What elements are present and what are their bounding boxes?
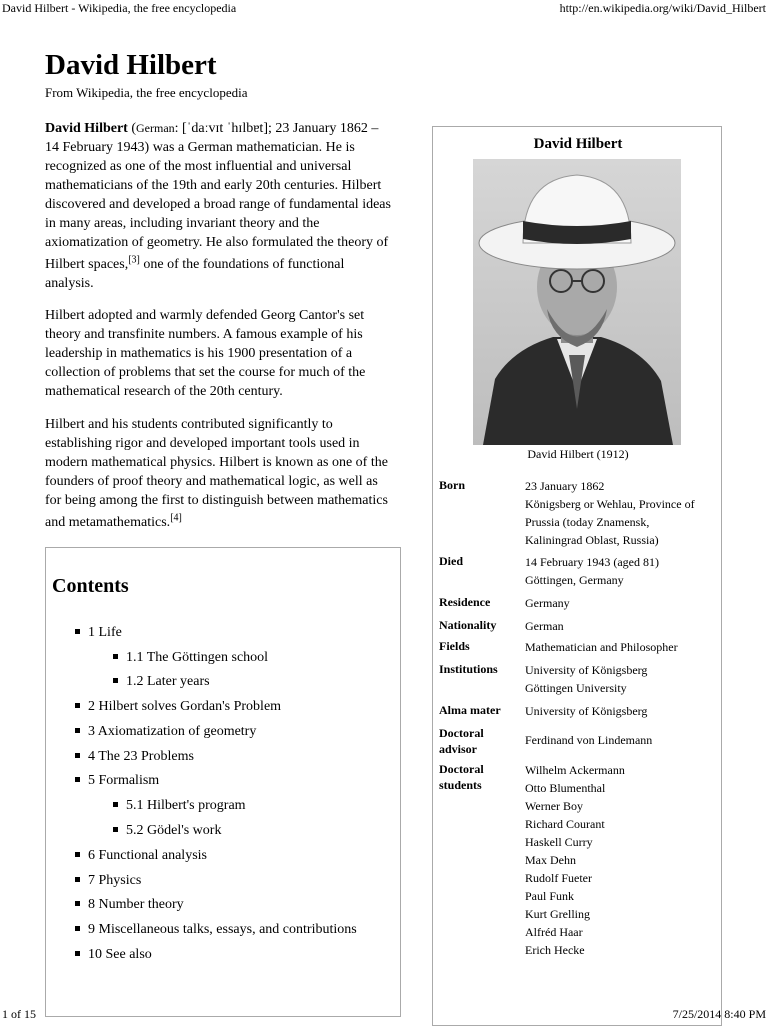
toc-item[interactable]: 2 Hilbert solves Gordan's Problem: [75, 698, 281, 716]
toc-item[interactable]: 5.1 Hilbert's program: [113, 797, 246, 815]
toc-title: Contents: [52, 575, 129, 597]
toc-item[interactable]: 4 The 23 Problems: [75, 748, 194, 766]
intro-paragraph-1: David Hilbert (German: [ˈdaːvɪt ˈhɪlbɐt]; 23 January 1862 – 14 February 1943) was a German mathematician. He is recognized as one of the most influential and universal mathematicians of the 19th and early 20th centuries. Hilbert discovered and developed a broad range of fundamental ideas in many areas, including invariant theory and the axiomatization of geometry. He also formulated the theory of Hilbert spaces,[3] one of the foundations of functional analysis.: [45, 121, 391, 291]
hilbert-spaces-link[interactable]: Hilbert spaces,: [45, 257, 129, 272]
print-footer: [0, 1006, 768, 1024]
reference-4[interactable]: [4]: [170, 512, 182, 524]
page-counter: 1 of 15: [2, 1007, 36, 1021]
toc-item[interactable]: 5.2 Gödel's work: [113, 822, 221, 840]
portrait-image: [473, 159, 681, 445]
article-title: David Hilbert: [45, 49, 217, 81]
portrait-caption: David Hilbert (1912): [527, 447, 629, 461]
page-title-header: David Hilbert - Wikipedia, the free encyclopedia: [2, 1, 237, 15]
reference-3[interactable]: [3]: [128, 254, 140, 266]
infobox-title: David Hilbert: [533, 136, 623, 152]
toc-item[interactable]: 1.1 The Göttingen school: [113, 649, 268, 667]
toc-item[interactable]: 1 Life: [75, 624, 122, 642]
article-subtitle: From Wikipedia, the free encyclopedia: [45, 85, 248, 100]
gottingen-link[interactable]: Göttingen, Germany: [525, 573, 624, 587]
bold-name: David Hilbert: [45, 121, 128, 136]
toc-item[interactable]: 1.2 Later years: [113, 673, 210, 691]
intro-paragraph-2: Hilbert adopted and warmly defended Georg Cantor's set theory and transfinite numbers. A famous example of his leadership in mathematics is his 1900 presentation of a collection of problems that set the course for much of the mathematical research of the 20th century.: [45, 308, 366, 399]
toc-item[interactable]: 8 Number theory: [75, 896, 184, 914]
intro-paragraph-3: Hilbert and his students contributed significantly to establishing rigor and developed important tools used in modern mathematical physics. Hilbert is known as one of the founders of proof theory and mathematical logic, as well as for being among the first to distinguish between mathematics and metamathematics.[4]: [45, 417, 388, 530]
german-link[interactable]: German: [136, 121, 175, 135]
table-of-contents: [45, 547, 401, 1017]
toc-item[interactable]: 7 Physics: [75, 872, 141, 890]
toc-item[interactable]: 6 Functional analysis: [75, 847, 207, 865]
toc-item[interactable]: 10 See also: [75, 946, 152, 964]
toc-item[interactable]: 3 Axiomatization of geometry: [75, 723, 256, 741]
portrait-photo[interactable]: [473, 159, 681, 445]
print-header: [0, 0, 768, 18]
toc-item[interactable]: 5 Formalism: [75, 772, 159, 790]
url-header[interactable]: http://en.wikipedia.org/wiki/David_Hilbert: [559, 1, 766, 15]
print-timestamp: 7/25/2014 8:40 PM: [672, 1007, 766, 1021]
infobox: David Hilbert David Hilbert (1912) Born 23 January 1862 Königsberg or Wehlau, Province of Prussia (today Znamensk, Kaliningrad Oblast, Russia) Died 14 February 1943 (aged 81) Göttingen, Germany Residence Germany Nationality German Fields Mathematician and Philosopher Institutions University of Königsberg Göttingen University Alma mater University of Königsberg Doctoral advisor Ferdinand von Lindemann Doctoral students Wilhelm Ackermann Otto Blumenthal Werner Boy Richard Courant Haskell Curry Max Dehn Rudolf Fueter Paul Funk Kurt Grelling Alfréd Haar Erich Hecke: [432, 126, 722, 1026]
toc-item[interactable]: 9 Miscellaneous talks, essays, and contributions: [75, 921, 357, 939]
